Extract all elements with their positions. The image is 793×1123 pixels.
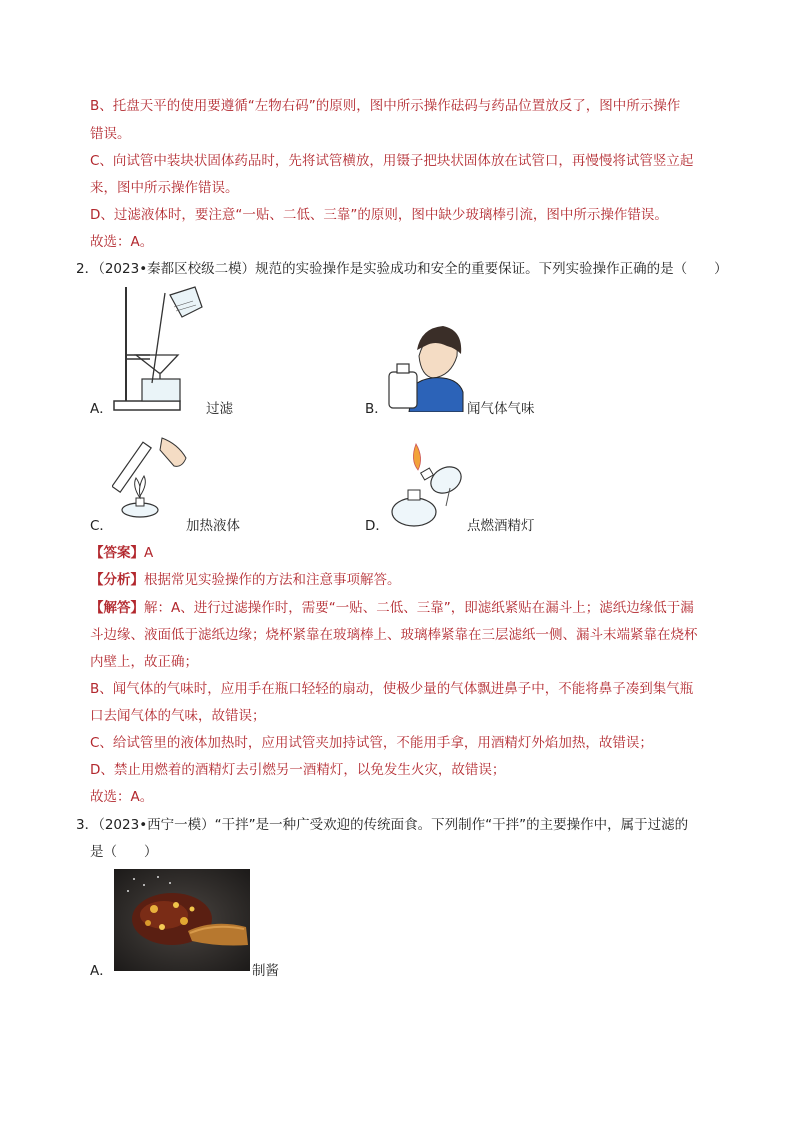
q3-option-a-caption: 制酱: [252, 963, 279, 979]
q1-choose: 故选：A。: [90, 234, 154, 250]
q2-option-d-label: D．: [365, 518, 389, 534]
q2-option-b-label: B．: [365, 401, 388, 417]
solution-line1: 解：A、进行过滤操作时，需要“一贴、二低、三靠”，即滤纸紧贴在漏斗上；滤纸边缘低于漏: [144, 600, 694, 616]
q2-option-c-label: C．: [90, 518, 113, 534]
q1-option-b-line1: B、托盘天平的使用要遵循“左物右码”的原则，图中所示操作砝码与药品位置放反了，图中所示操作: [90, 98, 681, 114]
q2-option-a-label: A．: [90, 401, 113, 417]
analysis-text: 根据常见实验操作的方法和注意事项解答。: [144, 572, 401, 588]
solution-d: D、禁止用燃着的酒精灯去引燃另一酒精灯，以免发生火灾，故错误；: [90, 762, 506, 778]
making-sauce-photo: [114, 869, 250, 971]
solution-b-line2: 口去闻气体的气味，故错误；: [90, 708, 266, 724]
answer-value: A: [144, 545, 154, 561]
q3-stem-line1: 3．（2023•西宁一模）“干拌”是一种广受欢迎的传统面食。下列制作“干拌”的主要操作中，属于过滤的: [76, 817, 689, 833]
q2-option-a-caption: 过滤: [206, 401, 233, 417]
filtration-apparatus-image: [110, 283, 205, 413]
q1-option-d-line1: D、过滤液体时，要注意“一贴、二低、三靠”的原则，图中缺少玻璃棒引流，图中所示操作错误。: [90, 207, 668, 223]
q2-choose: 故选：A。: [90, 789, 154, 805]
q2-solution-row: [90, 598, 694, 618]
heating-test-tube-image: [112, 428, 192, 520]
q2-answer-row: [90, 543, 153, 563]
q3-stem-line2: 是（ ）: [90, 844, 158, 860]
q1-option-c-line1: C、向试管中装块状固体药品时，先将试管横放，用镊子把块状固体放在试管口，再慢慢将试管竖立起: [90, 153, 694, 169]
q1-option-c-line2: 来，图中所示操作错误。: [90, 180, 239, 196]
analysis-tag: 【分析】: [90, 572, 144, 588]
lighting-alcohol-lamp-image: [388, 440, 468, 530]
answer-tag: 【答案】: [90, 545, 144, 561]
q2-stem: 2．（2023•秦都区校级二模）规范的实验操作是实验成功和安全的重要保证。下列实验操作正确的是（ ）: [76, 261, 728, 277]
q2-option-d-caption: 点燃酒精灯: [467, 518, 535, 534]
q1-option-b-line2: 错误。: [90, 126, 131, 142]
solution-b-line1: B、闻气体的气味时，应用手在瓶口轻轻的扇动，使极少量的气体飘进鼻子中，不能将鼻子凑到集气瓶: [90, 681, 694, 697]
q2-analysis-row: [90, 570, 401, 590]
q2-option-b-caption: 闻气体气味: [467, 401, 535, 417]
solution-c: C、给试管里的液体加热时，应用试管夹加持试管，不能用手拿，用酒精灯外焰加热，故错误；: [90, 735, 653, 751]
solution-line3: 内壁上，故正确；: [90, 654, 198, 670]
solution-line2: 斗边缘、液面低于滤纸边缘；烧杯紧靠在玻璃棒上、玻璃棒紧靠在三层滤纸一侧、漏斗末端紧靠在烧杯: [90, 627, 698, 643]
solution-tag: 【解答】: [90, 600, 144, 616]
q2-option-c-caption: 加热液体: [186, 518, 240, 534]
q3-option-a-label: A．: [90, 963, 113, 979]
smelling-gas-image: [385, 320, 465, 412]
